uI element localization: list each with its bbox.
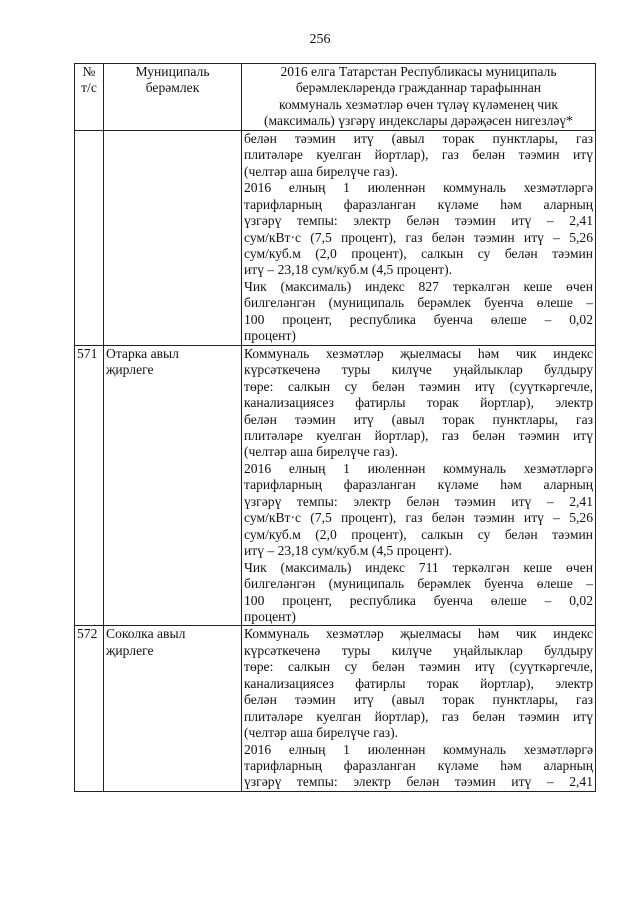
- text-line: белән тәэмин итү (авыл торак пунктлары, газ: [244, 411, 593, 427]
- municipality-name: [104, 626, 242, 792]
- text-line: билгеләнгән (муниципаль берәмлек буенча өлеше –: [244, 295, 593, 311]
- text-line: белән тәэмин итү (авыл торак пунктлары, газ: [244, 692, 593, 708]
- text-line: итү – 23,18 сум/куб.м (4,5 процент).: [244, 543, 453, 559]
- row-number: [75, 130, 104, 345]
- header-municipality: [104, 64, 242, 131]
- municipality-name: [104, 345, 242, 626]
- text-line: (челтәр аша бирелүче газ).: [244, 163, 399, 179]
- municipality-name-line: Отарка авыл: [106, 345, 179, 361]
- table-row: [75, 130, 596, 345]
- text-line: тарифларның фаразланган күләме һәм аларның: [244, 477, 593, 493]
- text-line: плитәләре куелган йортлар), газ белән тәэмин итү: [244, 147, 593, 163]
- text-line: күрсәткеченә туры килүче уңайлыклар булдыру: [244, 642, 593, 658]
- text-line: тарифларның фаразланган күләме һәм аларның: [244, 758, 593, 774]
- text-line: белән тәэмин итү (авыл торак пунктлары, газ: [244, 130, 593, 146]
- text-line: итү – 23,18 сум/куб.м (4,5 процент).: [244, 262, 453, 278]
- text-line: Коммуналь хезмәтләр җыелмасы һәм чик индекс: [244, 345, 593, 361]
- text-line: тарифларның фаразланган күләме һәм аларның: [244, 196, 593, 212]
- header-number: [75, 64, 104, 131]
- text-line: сум/куб.м (2,0 процент), салкын су белән тәэмин: [244, 526, 593, 542]
- text-line: процент): [244, 328, 296, 344]
- text-line: сум/кВт·с (7,5 процент), газ белән тәэмин итү – 5,26: [244, 510, 593, 526]
- municipality-name-line: Соколка авыл: [106, 626, 186, 642]
- text-line: үзгәрү темпы: электр белән тәэмин итү – 2,41: [244, 493, 593, 509]
- header-number-line: т/с: [81, 80, 97, 96]
- text-line: 2016 елның 1 июленнән коммуналь хезмәтләргә: [244, 741, 593, 757]
- text-line: билгеләнгән (муниципаль берәмлек буенча өлеше –: [244, 576, 593, 592]
- text-line: төре: салкын су белән тәэмин итү (суүткәргечле,: [244, 378, 593, 394]
- row-number: 572: [75, 626, 104, 792]
- text-line: сум/кВт·с (7,5 процент), газ белән тәэмин итү – 5,26: [244, 229, 593, 245]
- header-municipality-line: берәмлек: [145, 80, 200, 96]
- text-line: үзгәрү темпы: электр белән тәэмин итү – 2,41: [244, 774, 593, 790]
- text-line: 2016 елның 1 июленнән коммуналь хезмәтләргә: [244, 180, 593, 196]
- text-line: 100 процент, республика буенча өлеше – 0,02: [244, 592, 593, 608]
- text-line: плитәләре куелган йортлар), газ белән тәэмин итү: [244, 427, 593, 443]
- text-line: (челтәр аша бирелүче газ).: [244, 725, 399, 741]
- text-line: Коммуналь хезмәтләр җыелмасы һәм чик индекс: [244, 626, 593, 642]
- municipality-name-line: җирлеге: [106, 362, 154, 378]
- text-line: үзгәрү темпы: электр белән тәэмин итү – 2,41: [244, 213, 593, 229]
- header-justification-line: (максималь) үзгәрү индекслары дәрәҗәсен нигезләү*: [264, 113, 573, 129]
- municipality-name: [104, 130, 242, 345]
- row-number: 571: [75, 345, 104, 626]
- text-line: Чик (максималь) индекс 827 теркәлгән кеше өчен: [244, 278, 593, 294]
- text-line: күрсәткеченә туры килүче уңайлыклар булдыру: [244, 362, 593, 378]
- header-municipality-line: Муниципаль: [135, 64, 210, 79]
- text-line: (челтәр аша бирелүче газ).: [244, 444, 399, 460]
- justification-text: [242, 626, 596, 792]
- text-line: канализациясез фатирлы торак йортлар), электр: [244, 675, 593, 691]
- header-justification: [242, 64, 596, 131]
- municipality-name-line: җирлеге: [106, 642, 154, 658]
- header-number-line: №: [82, 64, 96, 79]
- header-justification-line: 2016 елга Татарстан Республикасы муниципаль: [280, 64, 557, 79]
- tariff-index-table: [74, 63, 596, 792]
- table-body: [75, 130, 596, 791]
- text-line: сум/куб.м (2,0 процент), салкын су белән тәэмин: [244, 245, 593, 261]
- header-justification-line: берәмлекләрендә гражданнар тарафыннан: [295, 80, 542, 96]
- justification-text: [242, 345, 596, 626]
- table-row: [75, 626, 596, 792]
- text-line: Чик (максималь) индекс 711 теркәлгән кеше өчен: [244, 559, 593, 575]
- text-line: плитәләре куелган йортлар), газ белән тәэмин итү: [244, 708, 593, 724]
- table-row: [75, 345, 596, 626]
- text-line: процент): [244, 608, 296, 624]
- justification-text: [242, 130, 596, 345]
- text-line: төре: салкын су белән тәэмин итү (суүткәргечле,: [244, 659, 593, 675]
- header-justification-line: коммуналь хезмәтләр өчен түләү күләменең чик: [279, 96, 558, 112]
- table-header-row: [75, 64, 596, 131]
- text-line: 2016 елның 1 июленнән коммуналь хезмәтләргә: [244, 460, 593, 476]
- text-line: 100 процент, республика буенча өлеше – 0,02: [244, 311, 593, 327]
- page-number: 256: [309, 32, 331, 47]
- text-line: канализациясез фатирлы торак йортлар), электр: [244, 395, 593, 411]
